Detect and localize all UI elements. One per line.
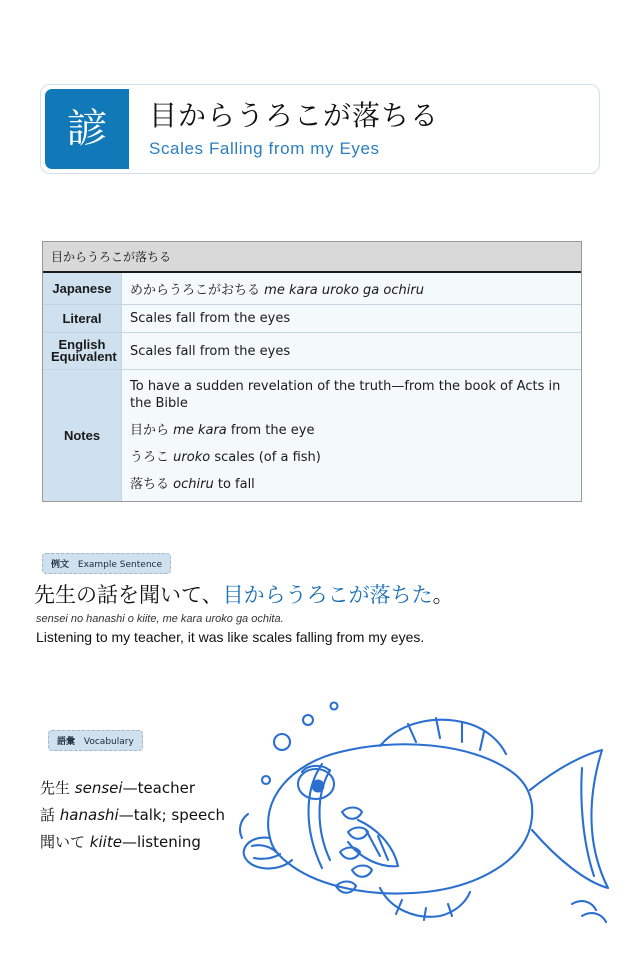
- list-item: [40, 829, 225, 856]
- row-label-literal: Literal: [43, 305, 122, 333]
- proverb-table: [42, 241, 582, 502]
- table-row: [43, 333, 581, 370]
- example-sentence-romaji: sensei no hanashi o kiite, me kara uroko ga ochita.: [36, 613, 284, 625]
- row-label-line-1: English: [58, 337, 106, 352]
- vocab-japanese: 聞いて: [40, 833, 86, 851]
- vocabulary-chip-japanese: 語彙: [57, 737, 76, 747]
- proverb-badge-icon: 諺: [45, 89, 129, 169]
- note-gloss: scales (of a fish): [214, 450, 321, 465]
- vocab-romaji: hanashi: [59, 806, 119, 824]
- note-line: [130, 422, 573, 439]
- note-gloss: to fall: [217, 477, 255, 492]
- note-romaji: me kara: [173, 423, 227, 438]
- example-highlight: 目からうろこが落ちた: [222, 583, 433, 607]
- proverb-table-title: 目からうろこが落ちる: [43, 242, 581, 273]
- vocabulary-chip-english: Vocabulary: [83, 737, 134, 747]
- note-romaji: uroko: [173, 450, 211, 465]
- note-jp: 目から: [130, 423, 170, 438]
- vocab-romaji: sensei: [74, 779, 123, 797]
- table-row: [43, 370, 581, 502]
- row-value-japanese: [122, 273, 582, 305]
- note-jp: うろこ: [130, 450, 170, 465]
- vocab-romaji: kiite: [89, 833, 122, 851]
- page-title-english: Scales Falling from my Eyes: [149, 139, 380, 158]
- row-value-notes: [122, 370, 582, 502]
- table-row: [43, 273, 581, 305]
- header-text-group: [149, 97, 589, 159]
- example-part-1: 先生の話を聞いて、: [34, 583, 223, 607]
- japanese-romaji: me kara uroko ga ochiru: [264, 283, 424, 298]
- note-jp: 落ちる: [130, 477, 170, 492]
- row-label-english-equivalent: [43, 333, 122, 370]
- vocab-gloss: —listening: [121, 833, 201, 851]
- page-title-japanese: 目からうろこが落ちる: [149, 99, 440, 132]
- note-line: [130, 476, 573, 493]
- row-label-japanese: Japanese: [43, 273, 122, 305]
- vocabulary-chip: [48, 730, 143, 751]
- japanese-kana: めからうろこがおちる: [130, 283, 261, 298]
- note-gloss: from the eye: [230, 423, 315, 438]
- vocab-gloss: —talk; speech: [118, 806, 225, 824]
- fish-illustration: [230, 680, 620, 940]
- note-line: To have a sudden revelation of the truth—from the book of Acts in the Bible: [130, 379, 561, 411]
- example-sentence-japanese: [34, 580, 454, 610]
- vocabulary-list: [40, 775, 225, 856]
- note-line: [130, 449, 573, 466]
- vocab-gloss: —teacher: [122, 779, 196, 797]
- vocab-japanese: 先生: [40, 779, 71, 797]
- list-item: [40, 802, 225, 829]
- row-label-notes: Notes: [43, 370, 122, 502]
- example-sentence-english: Listening to my teacher, it was like scales falling from my eyes.: [36, 629, 425, 645]
- proverb-header-card: [40, 84, 600, 174]
- example-sentence-chip: [42, 553, 171, 574]
- row-label-line-2: Equivalent: [51, 349, 117, 364]
- example-part-2: 。: [432, 583, 454, 607]
- row-value-english-equivalent: Scales fall from the eyes: [122, 333, 582, 370]
- example-chip-japanese: 例文: [51, 560, 70, 570]
- list-item: [40, 775, 225, 802]
- vocab-japanese: 話: [40, 806, 56, 824]
- row-value-literal: Scales fall from the eyes: [122, 305, 582, 333]
- table-row: [43, 305, 581, 333]
- note-romaji: ochiru: [173, 477, 214, 492]
- example-chip-english: Example Sentence: [77, 560, 163, 570]
